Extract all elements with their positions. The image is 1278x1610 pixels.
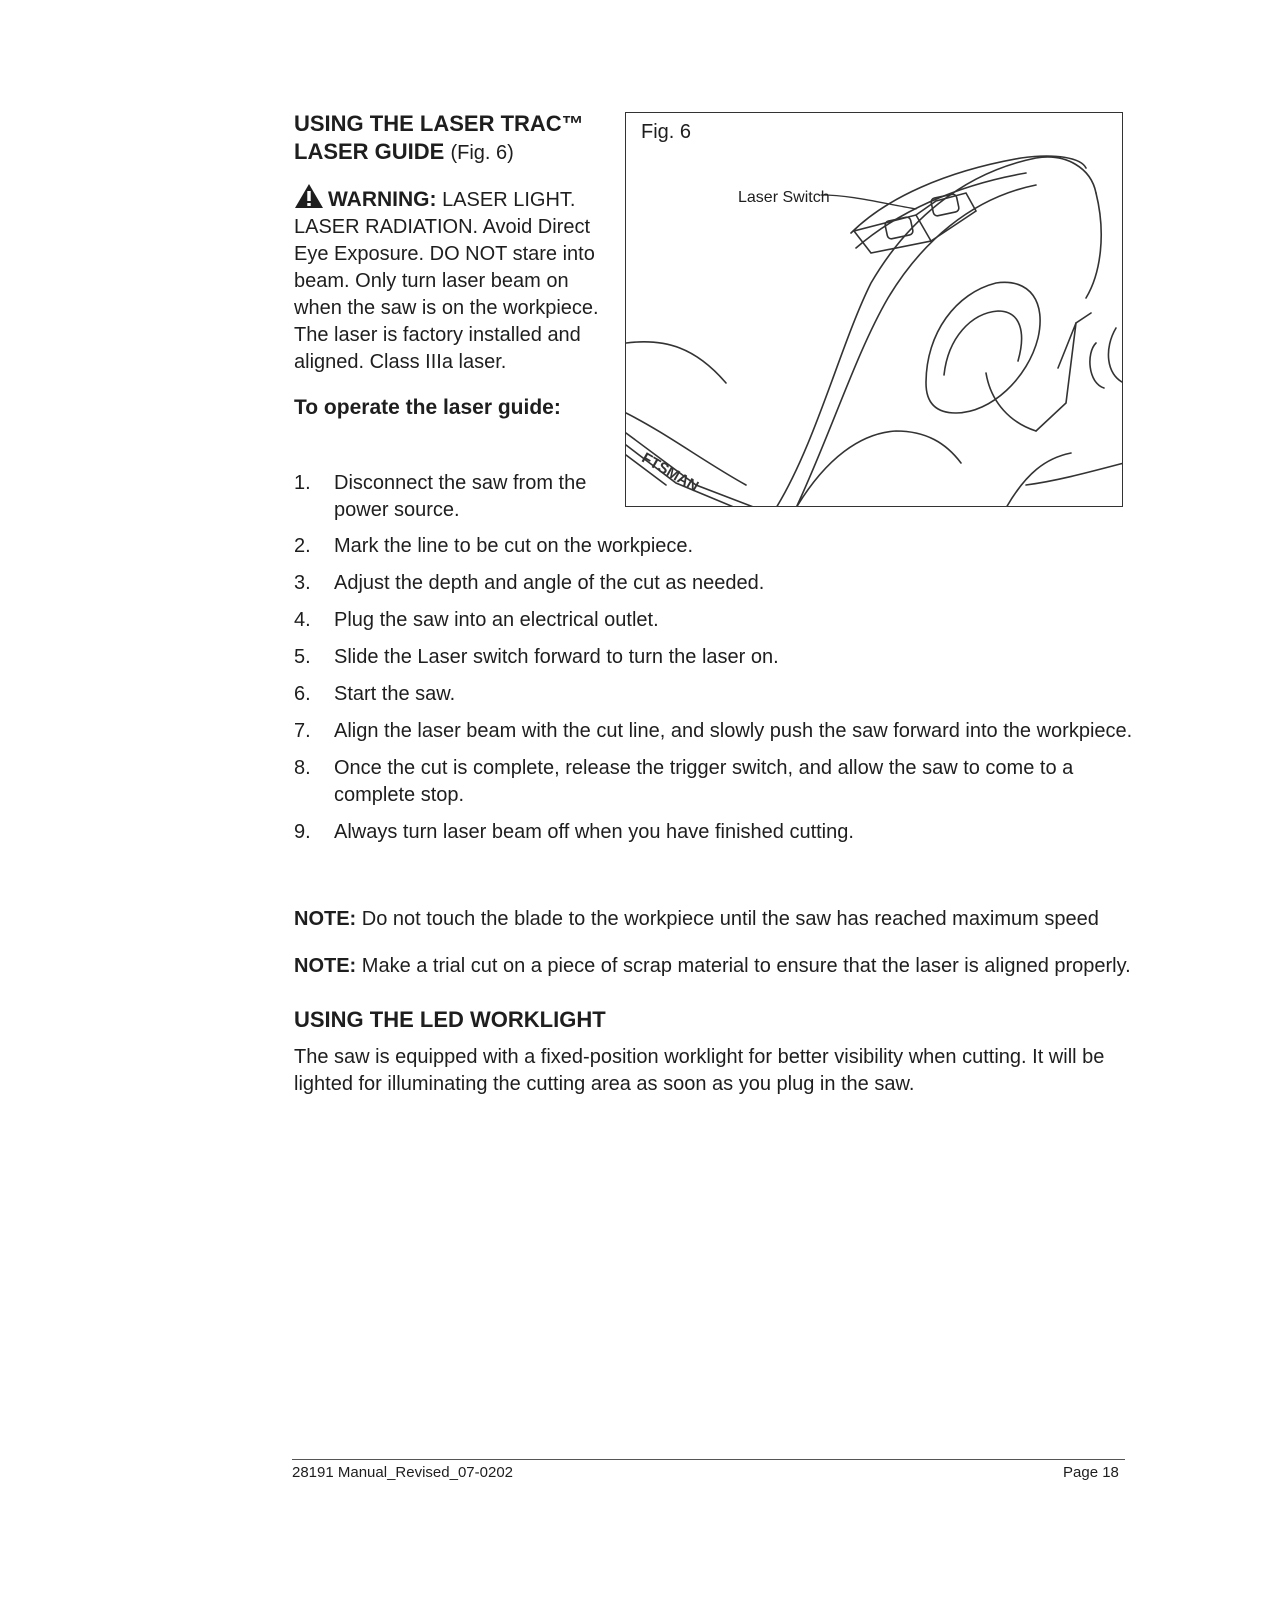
step-7: 7. Align the laser beam with the cut line, and slowly push the saw forward into the workpiece. — [294, 720, 1133, 742]
laser-guide-section — [294, 110, 616, 422]
footer-page-number: Page 18 — [1063, 1464, 1119, 1481]
step-9: 9. Always turn laser beam off when you have finished cutting. — [294, 821, 854, 843]
saw-illustration — [626, 113, 1123, 507]
note-trial-cut: NOTE: Make a trial cut on a piece of scrap material to ensure that the laser is aligned properly. — [294, 955, 1131, 977]
footer-document-id: 28191 Manual_Revised_07-0202 — [292, 1464, 514, 1481]
operating-steps — [294, 470, 1134, 846]
notes-section — [294, 906, 1144, 1098]
step-2: 2. Mark the line to be cut on the workpiece. — [294, 535, 694, 557]
figure-label: Fig. 6 — [641, 121, 692, 143]
figure-6 — [625, 112, 1123, 507]
section-heading — [294, 110, 616, 167]
step-1: 1. Disconnect the saw from the power source. — [294, 472, 587, 521]
brand-text: FTSMAN — [638, 449, 702, 496]
warning-label: WARNING: — [328, 188, 437, 211]
step-6: 6. Start the saw. — [294, 683, 456, 705]
operate-heading: To operate the laser guide: — [294, 396, 561, 419]
step-4: 4. Plug the saw into an electrical outlet. — [294, 609, 659, 631]
laser-switch-callout: Laser Switch — [738, 189, 830, 206]
step-5: 5. Slide the Laser switch forward to turn the laser on. — [294, 646, 779, 668]
note-max-speed: NOTE: Do not touch the blade to the workpiece until the saw has reached maximum speed — [294, 908, 1099, 930]
warning-block — [294, 183, 616, 376]
warning-text: LIGHT. LASER RADIATION. Avoid Direct Eye Exposure. DO NOT stare into beam. Only turn laser beam on when the saw is on the workpiece. The laser is factory installed and aligned. Class IIIa laser. — [294, 189, 599, 373]
figure-reference: (Fig. 6) — [450, 142, 514, 164]
footer-divider — [292, 1459, 1125, 1460]
step-3: 3. Adjust the depth and angle of the cut as needed. — [294, 572, 765, 594]
step-8: 8. Once the cut is complete, release the trigger switch, and allow the saw to come to a complete stop. — [294, 757, 1074, 806]
heading-line-1: USING THE LASER TRAC™ — [294, 111, 584, 136]
heading-line-2: LASER GUIDE — [294, 139, 445, 164]
led-worklight-heading: USING THE LED WORKLIGHT — [294, 1007, 606, 1032]
led-worklight-body: The saw is equipped with a fixed-position worklight for better visibility when cutting. It will be lighted for illuminating the cutting area as soon as you plug in the saw. — [294, 1046, 1105, 1095]
warning-head-rest: LASER — [442, 189, 508, 211]
warning-triangle-icon — [294, 183, 324, 209]
